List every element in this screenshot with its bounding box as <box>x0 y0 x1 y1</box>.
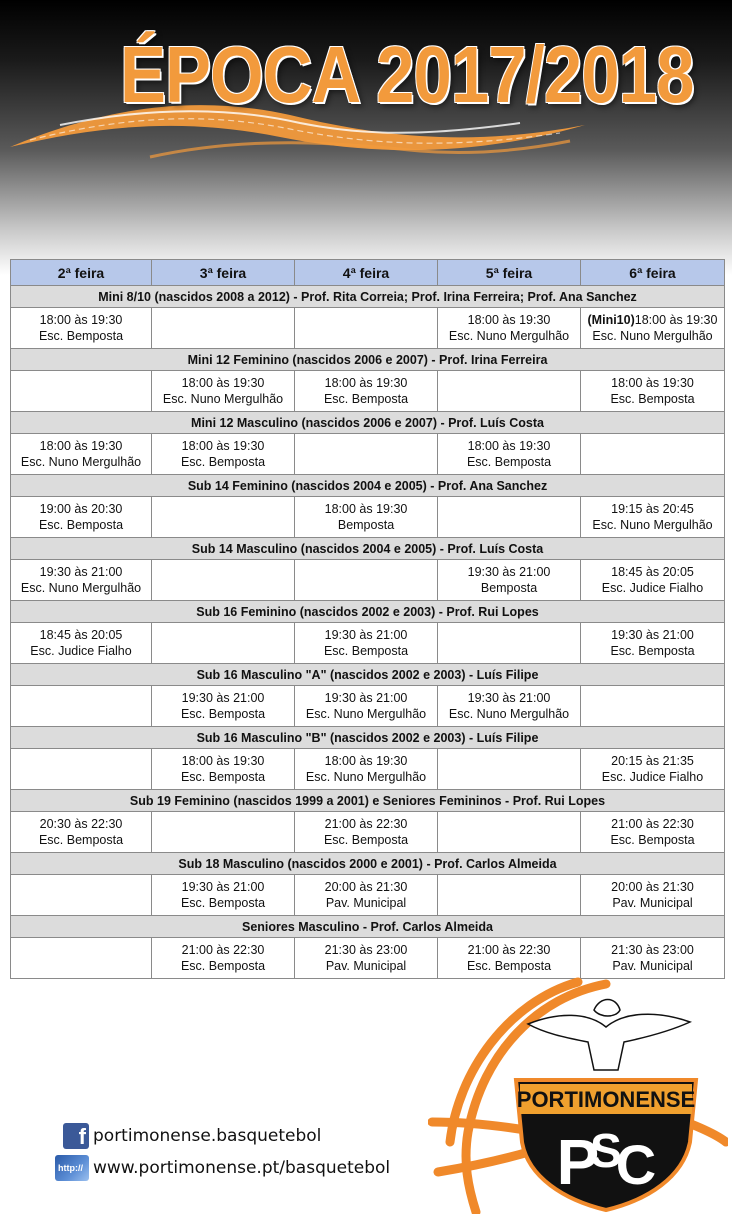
group-header-row <box>11 412 725 434</box>
slot-place: Esc. Bemposta <box>180 896 266 910</box>
slot-place: Pav. Municipal <box>325 896 407 910</box>
facebook-link-text[interactable]: portimonense.basquetebol <box>93 1126 322 1146</box>
slot-time-line <box>438 690 580 706</box>
slot-time: 21:00 às 22:30 <box>467 943 551 957</box>
slot-cell-monday <box>11 812 152 853</box>
slot-cell-wednesday <box>295 623 438 664</box>
slot-time-line <box>581 312 724 328</box>
slot-cell-thursday <box>438 560 581 601</box>
group-title: Sub 14 Masculino (nascidos 2004 e 2005) - Prof. Luís Costa <box>11 538 725 560</box>
slot-cell-friday <box>581 812 725 853</box>
slot-time-line <box>152 438 294 454</box>
slot-cell-thursday <box>438 686 581 727</box>
slot-place: Esc. Nuno Mergulhão <box>592 329 713 343</box>
slot-time: 19:30 às 21:00 <box>611 628 694 642</box>
slot-row <box>11 434 725 475</box>
slot-cell-monday <box>11 308 152 349</box>
day-header-thursday: 5ª feira <box>438 260 581 286</box>
slot-row <box>11 623 725 664</box>
slot-time: 18:00 às 19:30 <box>181 376 265 390</box>
group-header-row <box>11 475 725 497</box>
slot-place: Esc. Nuno Mergulhão <box>305 770 427 784</box>
slot-cell-friday <box>581 308 725 349</box>
website-link-row[interactable] <box>55 1152 390 1184</box>
slot-cell-wednesday <box>295 560 438 601</box>
slot-time-line <box>11 501 151 517</box>
website-link-text[interactable]: www.portimonense.pt/basquetebol <box>93 1158 391 1178</box>
slot-time-line <box>438 564 580 580</box>
slot-row <box>11 308 725 349</box>
slot-cell-monday <box>11 560 152 601</box>
slot-time-line <box>295 690 437 706</box>
club-logo <box>428 972 728 1214</box>
slot-cell-tuesday <box>152 560 295 601</box>
slot-cell-thursday <box>438 371 581 412</box>
slot-time: 19:30 às 21:00 <box>181 880 265 894</box>
slot-place: Esc. Bemposta <box>38 518 124 532</box>
slot-cell-monday <box>11 623 152 664</box>
slot-row <box>11 371 725 412</box>
slot-cell-wednesday <box>295 434 438 475</box>
page-title: ÉPOCA 2017/2018 <box>120 30 694 119</box>
slot-time: 18:45 às 20:05 <box>611 565 694 579</box>
slot-place: Esc. Bemposta <box>180 959 266 973</box>
slot-place: Esc. Bemposta <box>180 707 266 721</box>
slot-time: 20:15 às 21:35 <box>611 754 694 768</box>
slot-time: 21:00 às 22:30 <box>324 817 408 831</box>
logo-name-text: PORTIMONENSE <box>516 1087 696 1112</box>
slot-time: 21:00 às 22:30 <box>611 817 694 831</box>
slot-cell-tuesday <box>152 371 295 412</box>
slot-cell-tuesday <box>152 812 295 853</box>
slot-cell-friday <box>581 623 725 664</box>
slot-place: Esc. Nuno Mergulhão <box>162 392 284 406</box>
slot-prefix: (Mini10) <box>587 313 635 327</box>
slot-cell-friday <box>581 560 725 601</box>
slot-cell-tuesday <box>152 938 295 979</box>
slot-row <box>11 875 725 916</box>
slot-time-line <box>295 375 437 391</box>
header-banner <box>0 0 732 258</box>
group-header-row <box>11 286 725 308</box>
slot-place: Esc. Nuno Mergulhão <box>448 707 570 721</box>
slot-time-line <box>295 753 437 769</box>
slot-time: 18:00 às 19:30 <box>467 313 551 327</box>
slot-cell-wednesday <box>295 938 438 979</box>
group-title: Sub 19 Feminino (nascidos 1999 a 2001) e Seniores Femininos - Prof. Rui Lopes <box>11 790 725 812</box>
slot-time-line <box>11 627 151 643</box>
slot-place: Pav. Municipal <box>325 959 407 973</box>
slot-place: Esc. Bemposta <box>466 455 552 469</box>
slot-cell-friday <box>581 875 725 916</box>
slot-place: Esc. Bemposta <box>180 770 266 784</box>
slot-time: 19:30 às 21:00 <box>467 691 551 705</box>
slot-time: 20:00 às 21:30 <box>611 880 694 894</box>
slot-time-line <box>581 375 724 391</box>
slot-cell-tuesday <box>152 308 295 349</box>
slot-cell-tuesday <box>152 749 295 790</box>
slot-time: 19:30 às 21:00 <box>181 691 265 705</box>
slot-place: Esc. Bemposta <box>610 833 695 847</box>
slot-cell-tuesday <box>152 623 295 664</box>
slot-cell-wednesday <box>295 308 438 349</box>
slot-place: Esc. Bemposta <box>323 644 409 658</box>
slot-row <box>11 560 725 601</box>
slot-time-line <box>11 816 151 832</box>
slot-time: 18:00 às 19:30 <box>324 502 408 516</box>
group-title: Seniores Masculino - Prof. Carlos Almeida <box>11 916 725 938</box>
group-title: Mini 12 Masculino (nascidos 2006 e 2007) - Prof. Luís Costa <box>11 412 725 434</box>
group-header-row <box>11 664 725 686</box>
slot-cell-friday <box>581 686 725 727</box>
slot-cell-thursday <box>438 749 581 790</box>
group-title: Mini 8/10 (nascidos 2008 a 2012) - Prof. Rita Correia; Prof. Irina Ferreira; Prof. Ana Sanchez <box>11 286 725 308</box>
slot-place: Esc. Nuno Mergulhão <box>592 518 713 532</box>
slot-time-line <box>152 690 294 706</box>
slot-time-line <box>11 312 151 328</box>
slot-place: Esc. Bemposta <box>323 833 409 847</box>
slot-cell-friday <box>581 749 725 790</box>
slot-cell-monday <box>11 938 152 979</box>
slot-time: 18:00 às 19:30 <box>181 754 265 768</box>
slot-cell-thursday <box>438 497 581 538</box>
slot-time-line <box>438 942 580 958</box>
slot-time-line <box>295 879 437 895</box>
slot-cell-monday <box>11 686 152 727</box>
slot-place: Esc. Nuno Mergulhão <box>448 329 570 343</box>
slot-time-line <box>581 879 724 895</box>
group-header-row <box>11 601 725 623</box>
slot-time: 18:00 às 19:30 <box>181 439 265 453</box>
slot-time: 20:00 às 21:30 <box>324 880 408 894</box>
day-header-monday: 2ª feira <box>11 260 152 286</box>
slot-cell-monday <box>11 875 152 916</box>
slot-cell-thursday <box>438 623 581 664</box>
slot-place: Esc. Bemposta <box>466 959 552 973</box>
group-title: Sub 16 Feminino (nascidos 2002 e 2003) - Prof. Rui Lopes <box>11 601 725 623</box>
slot-time-line <box>152 879 294 895</box>
slot-time-line <box>581 816 724 832</box>
slot-place: Esc. Bemposta <box>38 329 124 343</box>
group-title: Sub 16 Masculino "A" (nascidos 2002 e 2003) - Luís Filipe <box>11 664 725 686</box>
group-header-row <box>11 538 725 560</box>
day-header-row <box>11 260 725 286</box>
slot-time-line <box>152 753 294 769</box>
slot-cell-thursday <box>438 812 581 853</box>
slot-cell-tuesday <box>152 686 295 727</box>
slot-time: 19:30 às 21:00 <box>324 691 408 705</box>
slot-time: 19:30 às 21:00 <box>39 565 123 579</box>
slot-time: 21:00 às 22:30 <box>181 943 265 957</box>
facebook-icon: f <box>63 1123 89 1149</box>
slot-time: 18:00 às 19:30 <box>39 313 123 327</box>
slot-place: Esc. Bemposta <box>323 392 409 406</box>
slot-place: Esc. Nuno Mergulhão <box>305 707 427 721</box>
slot-cell-wednesday <box>295 371 438 412</box>
slot-cell-wednesday <box>295 875 438 916</box>
group-title: Sub 16 Masculino "B" (nascidos 2002 e 2003) - Luís Filipe <box>11 727 725 749</box>
slot-time-line <box>295 816 437 832</box>
group-header-row <box>11 916 725 938</box>
slot-row <box>11 497 725 538</box>
slot-time-line <box>11 564 151 580</box>
schedule-body <box>11 286 725 979</box>
day-header-wednesday: 4ª feira <box>295 260 438 286</box>
slot-place: Bemposta <box>337 518 395 532</box>
slot-time: 21:30 às 23:00 <box>611 943 694 957</box>
slot-place: Esc. Nuno Mergulhão <box>20 455 142 469</box>
slot-time: 19:30 às 21:00 <box>324 628 408 642</box>
slot-row <box>11 749 725 790</box>
day-header-friday: 6ª feira <box>581 260 725 286</box>
slot-place: Esc. Bemposta <box>180 455 266 469</box>
slot-time: 18:00 às 19:30 <box>39 439 123 453</box>
slot-cell-friday <box>581 371 725 412</box>
slot-cell-tuesday <box>152 875 295 916</box>
group-title: Sub 14 Feminino (nascidos 2004 e 2005) - Prof. Ana Sanchez <box>11 475 725 497</box>
slot-cell-wednesday <box>295 812 438 853</box>
web-icon: http:// <box>55 1155 89 1181</box>
slot-cell-wednesday <box>295 497 438 538</box>
slot-cell-monday <box>11 749 152 790</box>
logo-monogram-s: S <box>589 1125 623 1178</box>
slot-time-line <box>295 942 437 958</box>
slot-cell-thursday <box>438 875 581 916</box>
schedule-table <box>10 259 725 979</box>
slot-time: 20:30 às 22:30 <box>39 817 123 831</box>
logo-monogram-p: P <box>556 1126 600 1198</box>
group-header-row <box>11 853 725 875</box>
slot-time-line <box>581 753 724 769</box>
slot-time: 19:00 às 20:30 <box>39 502 123 516</box>
slot-time-line <box>581 627 724 643</box>
slot-time: 19:15 às 20:45 <box>611 502 694 516</box>
slot-place: Esc. Nuno Mergulhão <box>20 581 142 595</box>
day-header-tuesday: 3ª feira <box>152 260 295 286</box>
slot-place: Pav. Municipal <box>612 896 693 910</box>
slot-place: Esc. Judice Fialho <box>601 770 704 784</box>
slot-cell-friday <box>581 497 725 538</box>
slot-cell-wednesday <box>295 749 438 790</box>
group-header-row <box>11 727 725 749</box>
slot-time-line <box>295 627 437 643</box>
slot-cell-tuesday <box>152 497 295 538</box>
social-links <box>55 1120 390 1184</box>
slot-time: 18:00 às 19:30 <box>324 754 408 768</box>
group-title: Mini 12 Feminino (nascidos 2006 e 2007) - Prof. Irina Ferreira <box>11 349 725 371</box>
slot-place: Esc. Judice Fialho <box>601 581 704 595</box>
slot-time-line <box>11 438 151 454</box>
slot-time-line <box>581 501 724 517</box>
slot-cell-thursday <box>438 308 581 349</box>
slot-cell-thursday <box>438 434 581 475</box>
slot-place: Bemposta <box>480 581 538 595</box>
slot-time: 18:45 às 20:05 <box>39 628 123 642</box>
slot-time-line <box>152 942 294 958</box>
slot-time: 18:00 às 19:30 <box>324 376 408 390</box>
slot-time: 21:30 às 23:00 <box>324 943 408 957</box>
slot-cell-tuesday <box>152 434 295 475</box>
slot-time-line <box>438 312 580 328</box>
slot-time-line <box>581 942 724 958</box>
slot-place: Esc. Bemposta <box>38 833 124 847</box>
slot-cell-monday <box>11 434 152 475</box>
slot-cell-friday <box>581 434 725 475</box>
logo-monogram-c: C <box>615 1133 657 1196</box>
slot-place: Esc. Bemposta <box>610 392 695 406</box>
facebook-link-row[interactable] <box>55 1120 390 1152</box>
slot-place: Pav. Municipal <box>612 959 693 973</box>
slot-row <box>11 686 725 727</box>
slot-row <box>11 812 725 853</box>
slot-cell-monday <box>11 371 152 412</box>
slot-time: 18:00 às 19:30 <box>467 439 551 453</box>
slot-time-line <box>438 438 580 454</box>
group-title: Sub 18 Masculino (nascidos 2000 e 2001) - Prof. Carlos Almeida <box>11 853 725 875</box>
slot-time: 18:00 às 19:30 <box>611 376 694 390</box>
group-header-row <box>11 349 725 371</box>
slot-place: Esc. Bemposta <box>610 644 695 658</box>
slot-time-line <box>152 375 294 391</box>
group-header-row <box>11 790 725 812</box>
slot-cell-monday <box>11 497 152 538</box>
slot-place: Esc. Judice Fialho <box>30 644 132 658</box>
slot-cell-wednesday <box>295 686 438 727</box>
slot-time: 18:00 às 19:30 <box>634 313 718 327</box>
slot-time: 19:30 às 21:00 <box>467 565 551 579</box>
slot-time-line <box>581 564 724 580</box>
slot-time-line <box>295 501 437 517</box>
